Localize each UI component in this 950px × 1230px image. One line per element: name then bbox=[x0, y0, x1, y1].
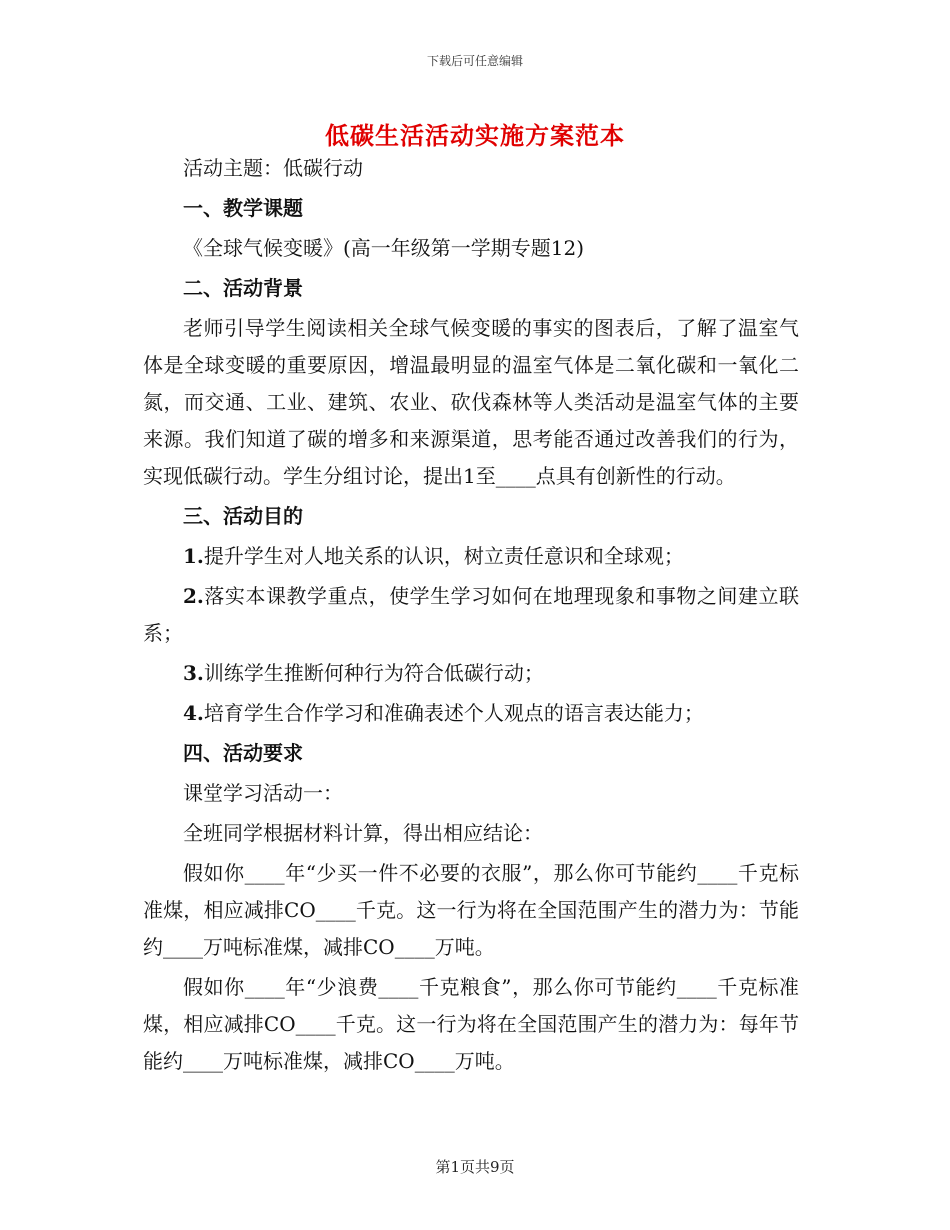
goal-item bbox=[143, 578, 799, 652]
page-number: 第1页共9页 bbox=[435, 1158, 515, 1176]
goal-number: 3. bbox=[183, 661, 204, 685]
goal-item bbox=[143, 538, 799, 575]
scenario-food: 假如你____年“少浪费____千克粮食”，那么你可节能约____千克标准煤，相应减排CO____千克。这一行为将在全国范围产生的潜力为：每年节能约____万吨标准煤，减排CO____万吨。 bbox=[143, 975, 799, 1073]
goal-text: 落实本课教学重点，使学生学习如何在地理现象和事物之间建立联系； bbox=[143, 584, 799, 645]
activity-theme: 活动主题：低碳行动 bbox=[183, 156, 363, 180]
scenario-clothes: 假如你____年“少买一件不必要的衣服”，那么你可节能约____千克标准煤，相应减排CO____千克。这一行为将在全国范围产生的潜力为：节能约____万吨标准煤，减排CO____万吨。 bbox=[143, 861, 799, 959]
instruction-text: 全班同学根据材料计算，得出相应结论： bbox=[183, 821, 543, 845]
header-note: 下载后可任意编辑 bbox=[426, 54, 523, 68]
goal-number: 2. bbox=[183, 584, 204, 608]
goal-text: 培育学生合作学习和准确表述个人观点的语言表达能力； bbox=[203, 701, 704, 725]
section-heading-goals: 三、活动目的 bbox=[183, 504, 303, 528]
section-heading-topic: 一、教学课题 bbox=[183, 196, 303, 220]
goal-item bbox=[143, 695, 799, 732]
section-heading-background: 二、活动背景 bbox=[183, 276, 303, 300]
goal-text: 训练学生推断何种行为符合低碳行动； bbox=[203, 661, 544, 685]
document-title: 低碳生活活动实施方案范本 bbox=[325, 121, 625, 150]
goal-number: 4. bbox=[183, 701, 204, 725]
section-heading-requirements: 四、活动要求 bbox=[183, 741, 303, 765]
goal-text: 提升学生对人地关系的认识，树立责任意识和全球观； bbox=[203, 544, 684, 568]
document-body bbox=[143, 150, 799, 1083]
goal-item bbox=[143, 655, 799, 692]
background-text: 老师引导学生阅读相关全球气候变暖的事实的图表后，了解了温室气体是全球变暖的重要原因，增温最明显的温室气体是二氧化碳和一氧化二氮，而交通、工业、建筑、农业、砍伐森林等人类活动是温室气体的主要来源。我们知道了碳的增多和来源渠道，思考能否通过改善我们的行为，实现低碳行动。学生分组讨论，提出1至____点具有创新性的行动。 bbox=[143, 316, 799, 488]
topic-text: 《全球气候变暖》(高一年级第一学期专题12) bbox=[183, 236, 585, 260]
goal-number: 1. bbox=[183, 544, 204, 568]
activity-one-label: 课堂学习活动一： bbox=[183, 781, 343, 805]
